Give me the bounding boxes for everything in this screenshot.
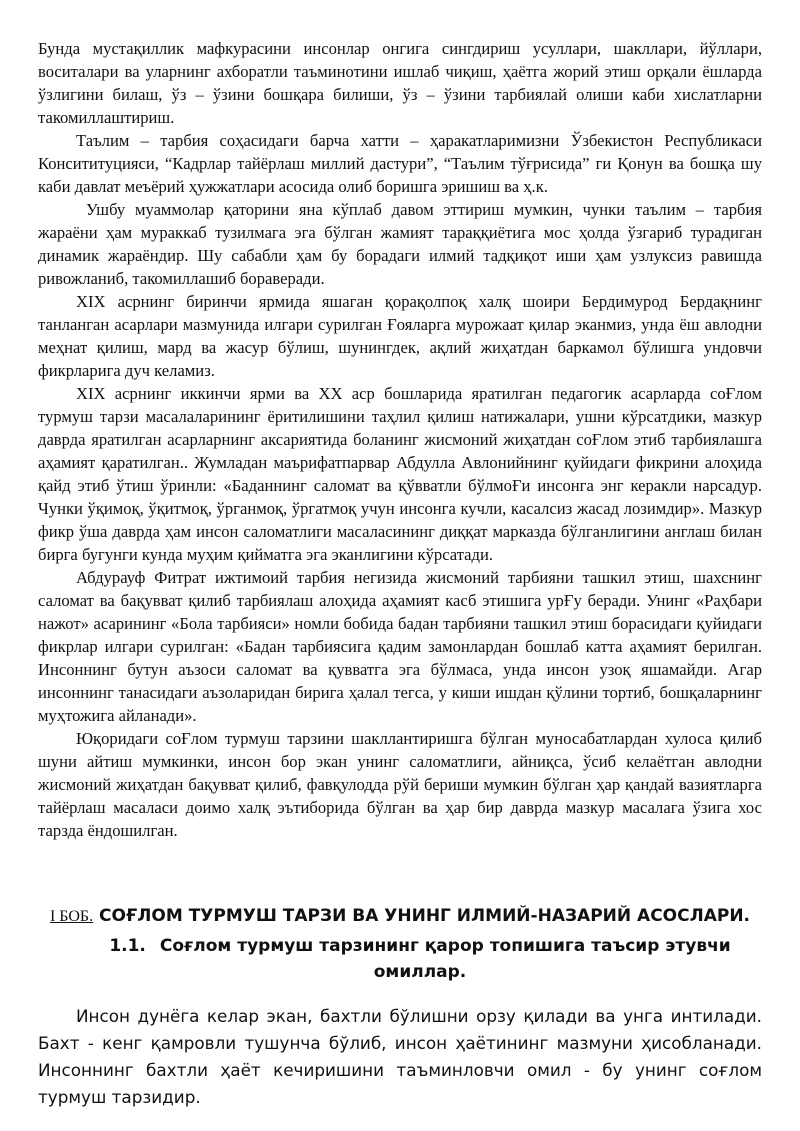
chapter-title: СОҒЛОМ ТУРМУШ ТАРЗИ ВА УНИНГ ИЛМИЙ-НАЗАРИЙ АСОСЛАРИ.: [99, 906, 751, 926]
subsection-number: 1.1.: [109, 936, 146, 956]
paragraph: Ушбу муаммолар қаторини яна кўплаб давом эттириш мумкин, чунки таълим – тарбия жараёни ҳам мураккаб тузилмага эга бўлган жамият тараққиётига мос ҳолда ўзгариб турадиган динамик жараёндир. Шу сабабли ҳам бу борадаги илмий тадқиқот иши ҳам узлуксиз равишда ривожланиб, такомиллашиб бораверади.: [38, 200, 762, 288]
subsection-title: Соғлом турмуш тарзининг қарор топишига таъсир этувчи омиллар.: [159, 936, 731, 982]
paragraph: XIX асрнинг иккинчи ярми ва XX аср бошларида яратилган педагогик асарларда соҒлом турмуш тарзи масалаларининг ёритилишини таҳлил қилиш натижалари, ушни кўрсатдики, мазкур даврда яратилган асарларнинг аксариятида боланинг жисмоний жиҳатдан соҒлом этиб тарбиялашга аҳамият қаратилган.. Жумладан маърифатпарвар Абдулла Авлонийнинг қуйидаги фикрини алоҳида қайд этиб ўтиш ўринли: «Баданнинг саломат ва қўвватли бўлмоҒи инсонга энг керакли нарсадур. Чунки ўқимоқ, ўқитмоқ, ўрганмоқ, ўргатмоқ учун инсонга кучли, касалсиз жасад лозимдир». Мазкур фикр ўша даврда ҳам инсон саломатлиги масаласининг диққат марказда бўлганлигини англаш билан бирга бугунги кунда муҳим қийматга эга эканлигини кўрсатади.: [38, 384, 762, 564]
paragraph: Бунда мустақиллик мафкурасини инсонлар онгига сингдириш усуллари, шакллари, йўллари, воситалари ва уларнинг ахборатли таъминотини ишлаб чиқиш, ҳаётга жорий этиш орқали ёшларда ўзлигини билаш, ўз – ўзини бошқара билиши, ўз – ўзини тарбиялай олиши каби хислатларни такомиллаштириш.: [38, 39, 762, 127]
body-text: [38, 37, 762, 842]
chapter-section: [38, 903, 762, 1111]
intro-paragraph: Инсон дунёга келар экан, бахтли бўлишни орзу қилади ва унга интилади. Бахт - кенг қамровли тушунча бўлиб, инсон ҳаётининг мазмуни ҳисобланади. Инсоннинг бахтли ҳаёт кечиришини таъминловчи омил - бу унинг соғлом турмуш тарзидир.: [38, 1006, 762, 1107]
paragraph: XIX асрнинг биринчи ярмида яшаган қорақолпоқ халқ шоири Бердимурод Бердақнинг танланган асарлари мазмунида илгари сурилган Ғояларга мурожаат қилар эканмиз, унда ёш авлодни меҳнат қилиш, мард ва жасур бўлиш, шунингдек, ақлий жиҳатдан баркамол бўлишга ундовчи фикрларига дуч келамиз.: [38, 292, 762, 380]
paragraph: Абдурауф Фитрат ижтимоий тарбия негизида жисмоний тарбияни ташкил этиш, шахснинг саломат ва бақувват қилиб тарбиялаш алоҳида аҳамият касб этишига урҒу беради. Унинг «Раҳбари нажот» асарининг «Бола тарбияси» номли бобида бадан тарбияни ташкил этиш борасидаги қуйидаги фикрлар илгари сурилган: «Бадан тарбиясига қадим замонлардан бошлаб катта аҳамият берилган. Инсоннинг бутун аъзоси саломат ва қувватга эга бўлмаса, унда инсон узоқ яшамайди. Агар инсоннинг танасидаги аъзоларидан бирига ҳалал тегса, у киши ишдан қўлини тортиб, бошқаларнинг муҳтожига айланади».: [38, 568, 762, 725]
subsection-heading: [38, 933, 762, 985]
paragraph: Юқоридаги соҒлом турмуш тарзини шакллантиришга бўлган муносабатлардан хулоса қилиб шуни айтиш мумкинки, инсон бор экан унинг саломатлиги, айниқса, ўсиб келаётган авлодни жисмоний жиҳатдан бақувват қилиб, фавқулодда рўй бериши мумкин бўлган ҳар қандай вазиятларга тайёрлаш масаласи доимо халқ эътиборида бўлган ва ҳар бир даврда мазкур масалага ўзига хос тарзда ёндошилган.: [38, 729, 762, 840]
chapter-heading: [38, 903, 762, 930]
paragraph: Таълим – тарбия соҳасидаги барча хатти – ҳаракатларимизни Ўзбекистон Республикаси Консититуцияси, “Кадрлар тайёрлаш миллий дастури”, “Таълим тўғрисида” ги Қонун ва бошқа шу каби давлат меъёрий ҳужжатлари асосида олиб боришга эришиш ва ҳ.к.: [38, 131, 762, 196]
chapter-number: I БОБ.: [49, 908, 94, 925]
